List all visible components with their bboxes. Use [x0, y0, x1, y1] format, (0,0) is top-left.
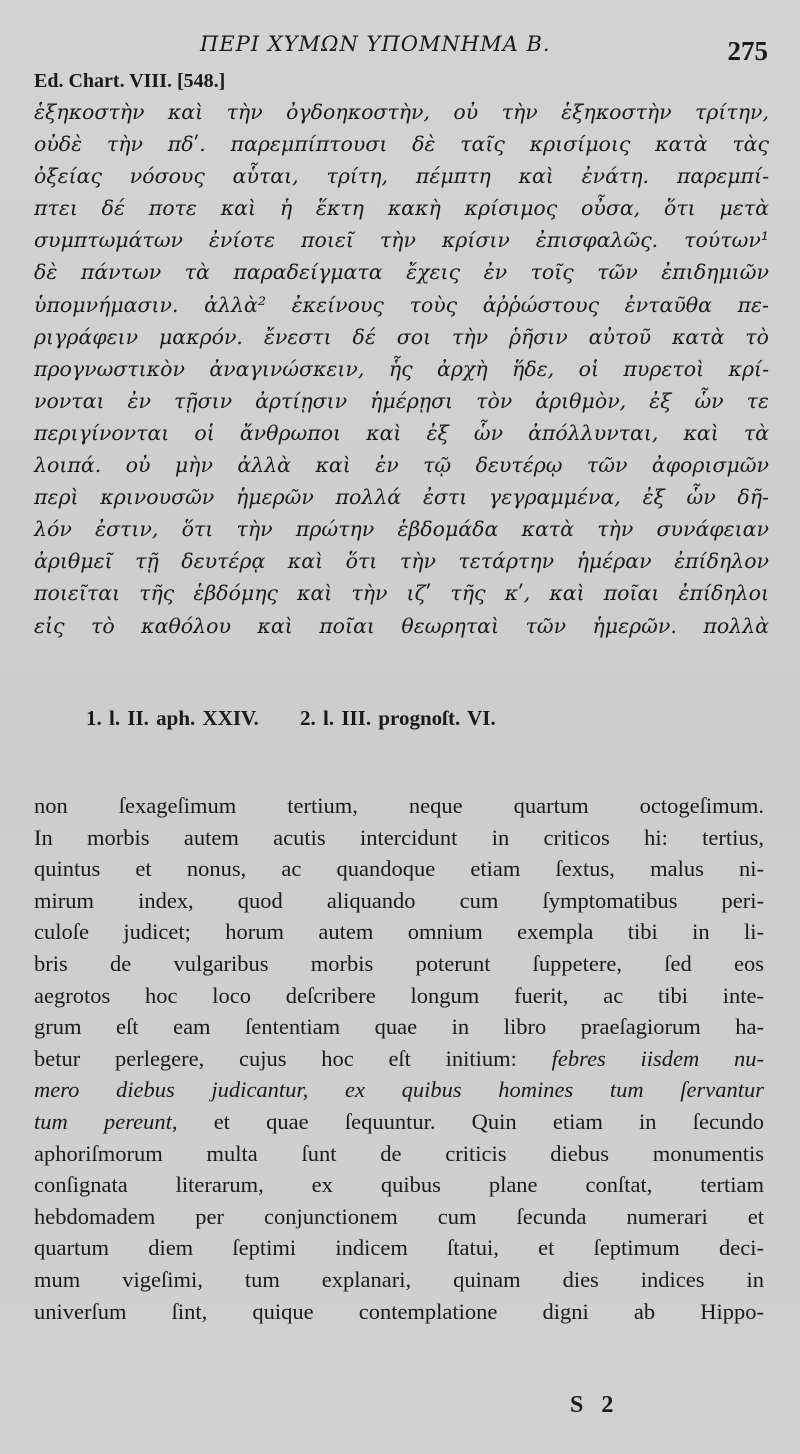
greek-text-line: εἰς τὸ καθόλου καὶ ποῖαι θεωρηταὶ τῶν ἡμερῶν. πολλὰ [34, 613, 769, 638]
greek-text-line: ὑπομνήμασιν. ἀλλὰ² ἐκείνους τοὺς ἀῤῥώστους ἐνταῦθα πε- [34, 292, 769, 317]
greek-text-line: οὐδὲ τὴν πδʹ. παρεμπίπτουσι δὲ ταῖς κρισίμοις κατὰ τὰς [34, 132, 769, 157]
text-segment: et quae ſequuntur. Quin etiam in ſecundo [177, 1108, 764, 1134]
text-segment: In morbis autem acutis intercidunt in criticos hi: tertius, [34, 824, 764, 850]
greek-text-line: περιγίνονται οἱ ἄνθρωποι καὶ ἐξ ὧν ἀπόλλυνται, καὶ τὰ [34, 420, 769, 445]
latin-text-line [34, 1232, 764, 1264]
greek-text-line: ριγράφειν μακρόν. ἔνεστι δέ σοι τὴν ῥῆσιν αὐτοῦ κατὰ τὸ [34, 324, 769, 349]
latin-text-line [34, 853, 764, 885]
text-segment: culoſe judicet; horum autem omnium exempla tibi in li- [34, 919, 764, 945]
greek-text-line: ἑξηκοστὴν καὶ τὴν ὀγδοηκοστὴν, οὐ τὴν ἑξηκοστὴν τρίτην, [34, 100, 769, 124]
latin-text-line [34, 1201, 764, 1233]
greek-text-line: προγνωστικὸν ἀναγινώσκειν, ἧς ἀρχὴ ἥδε, οἱ πυρετοὶ κρί- [34, 356, 769, 381]
greek-text-line: ὀξείας νόσους αὗται, τρίτη, πέμπτη καὶ ἐνάτη. παρεμπί- [34, 164, 769, 189]
running-head [0, 30, 800, 66]
greek-text-line: πτει δέ ποτε καὶ ἡ ἕκτη κακὴ κρίσιμος οὖσα, ὅτι μετὰ [34, 196, 769, 221]
latin-text-line [34, 948, 764, 980]
text-segment: betur perlegere, cujus hoc eſt initium: [34, 1045, 552, 1071]
latin-text-line [34, 1043, 764, 1075]
greek-text-line: ἀριθμεῖ τῇ δευτέρᾳ καὶ ὅτι τὴν τετάρτην ἡμέραν ἐπίδηλον [34, 549, 769, 574]
text-segment: mum vigeſimi, tum explanari, quinam dies indices in [34, 1266, 764, 1292]
latin-text-line [34, 1106, 764, 1138]
text-segment: grum eſt eam ſententiam quae in libro praeſagiorum ha- [34, 1014, 764, 1040]
footnote-1: 1. l. II. aph. XXIV. [86, 706, 259, 730]
text-segment: quartum diem ſeptimi indicem ſtatui, et ſeptimum deci- [34, 1235, 764, 1261]
latin-text-line [34, 885, 764, 917]
latin-text-line [34, 1296, 764, 1328]
text-segment: aphoriſmorum multa ſunt de criticis diebus monumentis [34, 1140, 764, 1166]
text-segment: bris de vulgaribus morbis poterunt ſuppetere, ſed eos [34, 950, 764, 976]
latin-text-line [34, 1264, 764, 1296]
page-number: 275 [727, 36, 768, 66]
latin-text-block [34, 790, 764, 1327]
text-segment: aegrotos hoc loco deſcribere longum fuerit, ac tibi inte- [34, 982, 764, 1008]
latin-text-line [34, 916, 764, 948]
footnotes [86, 706, 530, 731]
greek-text-line: λόν ἐστιν, ὅτι τὴν πρώτην ἑβδομάδα κατὰ τὴν συνάφειαν [34, 517, 769, 542]
text-segment: non ſexageſimum tertium, neque quartum octogeſimum. [34, 793, 764, 818]
italic-segment: tum pereunt, [34, 1108, 178, 1134]
text-segment: conſignata literarum, ex quibus plane conſtat, tertiam [34, 1172, 764, 1198]
edition-reference: Ed. Chart. VIII. [548.] [34, 70, 226, 92]
greek-text-line: νονται ἐν τῇσιν ἀρτίῃσιν ἡμέρῃσι τὸν ἀριθμὸν, ἐξ ὧν τε [34, 388, 769, 413]
greek-text-line: δὲ πάντων τὰ παραδείγματα ἔχεις ἐν τοῖς τῶν ἐπιδημιῶν [34, 260, 769, 285]
latin-text-line [34, 822, 764, 854]
latin-text-line [34, 1011, 764, 1043]
text-segment: univerſum ſint, quique contemplatione digni ab Hippo- [34, 1298, 764, 1324]
text-segment: hebdomadem per conjunctionem cum ſecunda numerari et [34, 1203, 764, 1229]
text-segment: quintus et nonus, ac quandoque etiam ſextus, malus ni- [34, 856, 764, 882]
italic-segment: febres iisdem nu- [551, 1045, 765, 1071]
greek-text-line: ποιεῖται τῆς ἑβδόμης καὶ τὴν ιζʹ τῆς κʹ, καὶ ποῖαι ἐπίδηλοι [34, 581, 769, 606]
latin-text-line [34, 1169, 764, 1201]
greek-text-line: περὶ κρινουσῶν ἡμερῶν πολλά ἐστι γεγραμμένα, ἐξ ὧν δῆ- [34, 485, 769, 510]
greek-text-line: λοιπά. οὐ μὴν ἀλλὰ καὶ ἐν τῷ δευτέρῳ τῶν ἀφορισμῶν [34, 453, 769, 478]
italic-segment: mero diebus judicantur, ex quibus homines tum ſervantur [34, 1077, 764, 1103]
latin-text-line [34, 790, 764, 822]
footnote-2: 2. l. III. prognoſt. VI. [300, 706, 496, 730]
signature-mark: S 2 [570, 1392, 620, 1418]
latin-text-line [34, 1138, 764, 1170]
greek-text-block [34, 96, 769, 642]
greek-text-line: συμπτωμάτων ἐνίοτε ποιεῖ τὴν κρίσιν ἐπισφαλῶς. τούτων¹ [34, 228, 769, 253]
running-title: ΠΕΡΙ ΧΥΜΩΝ ΥΠΟΜΝΗΜΑ Β. [200, 32, 551, 56]
latin-text-line [34, 1074, 764, 1106]
latin-text-line [34, 980, 764, 1012]
text-segment: mirum index, quod aliquando cum ſymptomatibus peri- [34, 887, 764, 913]
